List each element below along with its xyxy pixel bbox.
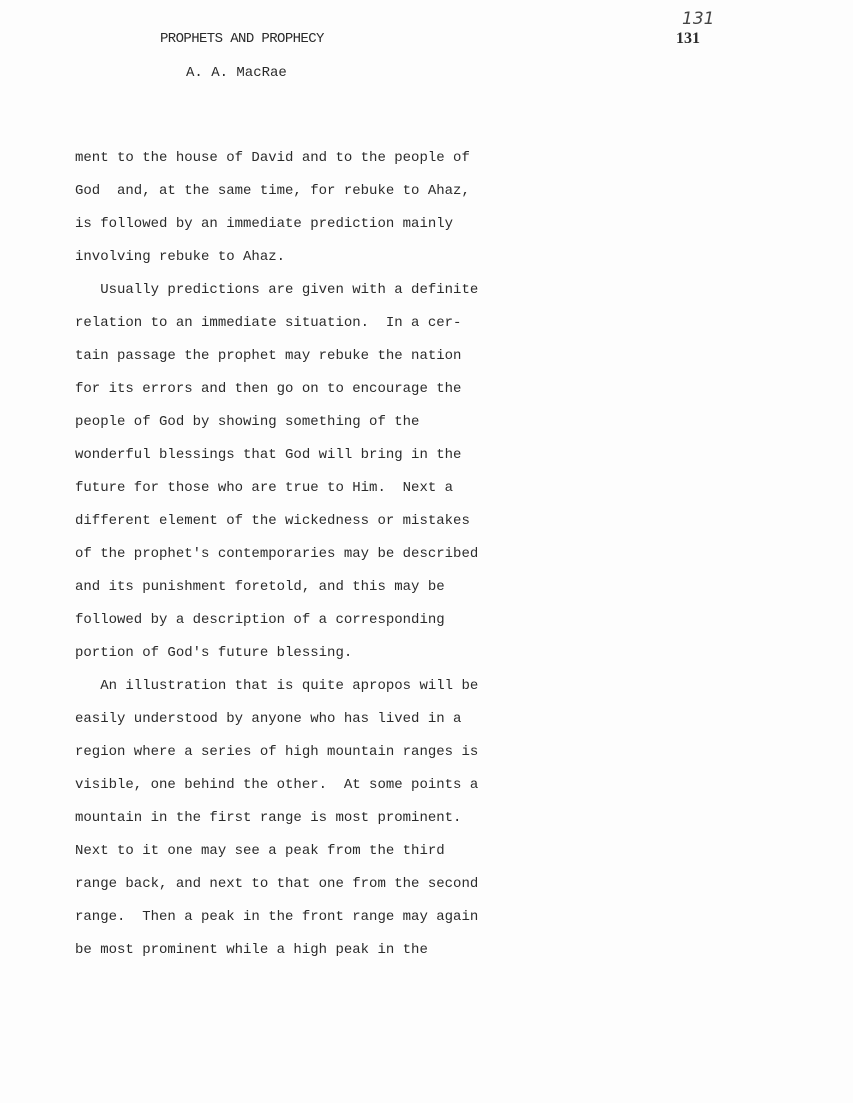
text-line: ment to the house of David and to the people of bbox=[75, 150, 470, 166]
document-title: PROPHETS AND PROPHECY bbox=[160, 31, 324, 47]
text-line: is followed by an immediate prediction mainly bbox=[75, 216, 454, 232]
text-line: visible, one behind the other. At some points a bbox=[75, 777, 479, 793]
text-line: for its errors and then go on to encourage the bbox=[75, 381, 462, 397]
text-line: region where a series of high mountain ranges is bbox=[75, 744, 479, 760]
text-line: involving rebuke to Ahaz. bbox=[75, 249, 286, 265]
text-line: mountain in the first range is most prominent. bbox=[75, 810, 462, 826]
text-line: easily understood by anyone who has lived in a bbox=[75, 711, 462, 727]
text-line: of the prophet's contemporaries may be described bbox=[75, 546, 479, 562]
text-line: range back, and next to that one from the second bbox=[75, 876, 479, 892]
text-line: be most prominent while a high peak in the bbox=[75, 942, 428, 958]
text-line: Usually predictions are given with a definite bbox=[75, 282, 479, 298]
text-line: God and, at the same time, for rebuke to Ahaz, bbox=[75, 183, 470, 199]
text-line: and its punishment foretold, and this may be bbox=[75, 579, 445, 595]
text-line: future for those who are true to Him. Next a bbox=[75, 480, 454, 496]
text-line: wonderful blessings that God will bring in the bbox=[75, 447, 462, 463]
text-line: An illustration that is quite apropos will be bbox=[75, 678, 479, 694]
text-line: tain passage the prophet may rebuke the nation bbox=[75, 348, 462, 364]
author-name: A. A. MacRae bbox=[186, 65, 287, 81]
text-line: relation to an immediate situation. In a cer- bbox=[75, 315, 462, 331]
text-line: people of God by showing something of the bbox=[75, 414, 420, 430]
text-line: portion of God's future blessing. bbox=[75, 645, 353, 661]
text-line: different element of the wickedness or mistakes bbox=[75, 513, 470, 529]
text-line: Next to it one may see a peak from the third bbox=[75, 843, 445, 859]
text-line: range. Then a peak in the front range may again bbox=[75, 909, 479, 925]
text-line: followed by a description of a corresponding bbox=[75, 612, 445, 628]
page-number: 131 bbox=[676, 30, 700, 47]
handwritten-page-number: 131 bbox=[682, 9, 715, 29]
